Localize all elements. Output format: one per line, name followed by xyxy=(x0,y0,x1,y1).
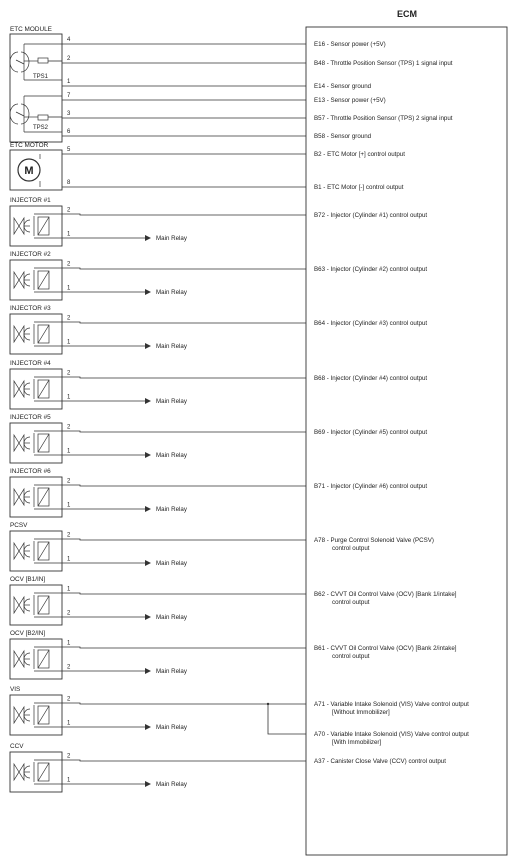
upper-pin-number: 2 xyxy=(67,478,71,485)
solenoid-title: OCV [B1/IN] xyxy=(10,576,46,583)
ecm-pin-dash: - xyxy=(325,645,331,653)
etc-pin-number: 4 xyxy=(67,37,71,43)
lower-pin-number: 1 xyxy=(67,502,71,509)
ecm-wire xyxy=(62,214,306,215)
ecm-pin-dash: - xyxy=(325,266,331,274)
solenoid-title: VIS xyxy=(10,686,21,693)
ecm-pin-b64 xyxy=(314,320,427,327)
ecm-pin-code: B72 xyxy=(314,212,326,220)
etc-pin-number: 6 xyxy=(67,129,71,135)
ecm-pin-b71 xyxy=(314,483,427,490)
ecm-pin-b72 xyxy=(314,212,427,219)
solenoid-box xyxy=(10,695,62,735)
ecm-pin-label-line2: [With Immobilizer] xyxy=(332,738,382,746)
ecm-pin-code: B63 xyxy=(314,266,326,274)
ecm-pin-dash: - xyxy=(325,115,331,123)
solenoid-box xyxy=(10,639,62,679)
lower-pin-number: 2 xyxy=(67,664,71,671)
ecm-pin-b57 xyxy=(314,115,453,122)
ecm-pin-b58 xyxy=(314,133,372,140)
upper-pin-number: 2 xyxy=(67,370,71,377)
ecm-pin-code: A71 xyxy=(314,701,326,709)
ecm-pin-dash: - xyxy=(325,133,331,141)
ecm-pin-code: E14 xyxy=(314,83,326,91)
solenoid-title: INJECTOR #4 xyxy=(10,360,51,367)
solenoid-block xyxy=(10,360,306,409)
solenoid-box xyxy=(10,314,62,354)
ecm-pin-dash: - xyxy=(321,184,328,192)
lower-pin-number: 2 xyxy=(67,610,71,617)
ecm-pin-b1 xyxy=(314,184,404,191)
solenoid-block xyxy=(10,743,306,792)
solenoid-title: CCV xyxy=(10,743,24,750)
ecm-pin-code: E13 xyxy=(314,97,326,105)
ecm-wire xyxy=(62,431,306,432)
ecm-pin-dash: - xyxy=(325,537,331,545)
solenoid-title: PCSV xyxy=(10,522,28,529)
solenoid-box xyxy=(10,369,62,409)
solenoid-block xyxy=(10,251,306,300)
ecm-pin-dash: - xyxy=(325,83,331,91)
ecm-pin-code: B68 xyxy=(314,375,326,383)
ecm-pin-label: Throttle Position Sensor (TPS) 2 signal input xyxy=(330,115,453,123)
ecm-pin-label: CVVT Oil Control Valve (OCV) [Bank 1/intake] xyxy=(330,591,457,599)
ecm-pin-a71 xyxy=(314,701,469,708)
ecm-wire xyxy=(62,647,306,648)
solenoid-box xyxy=(10,206,62,246)
solenoid-box xyxy=(10,260,62,300)
upper-pin-number: 2 xyxy=(67,261,71,268)
ecm-wire xyxy=(62,377,306,378)
ecm-pin-a78 xyxy=(314,537,434,544)
etc-pin-number: 8 xyxy=(67,180,71,186)
ecm-pin-dash: - xyxy=(325,375,331,383)
ecm-pin-dash: - xyxy=(325,483,331,491)
ecm-pin-code: B48 xyxy=(314,60,326,68)
ecm-pin-code: A70 xyxy=(314,731,326,739)
etc-pin-number: 3 xyxy=(67,111,71,117)
solenoid-box xyxy=(10,585,62,625)
solenoid-box xyxy=(10,423,62,463)
ecm-pin-label: Sensor power (+5V) xyxy=(330,41,386,49)
upper-pin-number: 1 xyxy=(67,586,71,593)
ecm-pin-label: Injector (Cylinder #4) control output xyxy=(330,375,428,383)
ecm-pin-label: Variable Intake Solenoid (VIS) Valve control output xyxy=(330,701,469,709)
solenoid-title: OCV [B2/IN] xyxy=(10,630,46,637)
upper-pin-number: 2 xyxy=(67,315,71,322)
solenoid-title: INJECTOR #5 xyxy=(10,414,51,421)
lower-pin-number: 1 xyxy=(67,448,71,455)
solenoid-block xyxy=(10,414,306,463)
solenoid-block xyxy=(10,576,306,625)
ecm-pin-label-line2: control output xyxy=(332,598,370,606)
solenoid-box xyxy=(10,752,62,792)
ecm-wire xyxy=(62,539,306,540)
ecm-wire xyxy=(62,268,306,269)
main-relay-label: Main Relay xyxy=(156,343,187,351)
lower-pin-number: 1 xyxy=(67,285,71,292)
ecm-pin-dash: - xyxy=(325,731,331,739)
solenoid-block xyxy=(10,522,306,571)
ecm-pin-dash: - xyxy=(321,151,328,159)
ecm-pin-e16 xyxy=(314,41,386,48)
ecm-pin-b68 xyxy=(314,375,427,382)
ecm-pin-code: E16 xyxy=(314,41,326,49)
ecm-pin-label-line2: [Without Immobilizer] xyxy=(332,708,390,716)
ecm-pin-label: Sensor power (+5V) xyxy=(330,97,386,105)
main-relay-label: Main Relay xyxy=(156,668,187,676)
ecm-wire xyxy=(62,703,306,704)
ecm-pin-code: B71 xyxy=(314,483,326,491)
ecm-pin-dash: - xyxy=(325,701,331,709)
ecm-pin-e14 xyxy=(314,83,372,90)
ecm-pin-label: Injector (Cylinder #5) control output xyxy=(330,429,428,437)
ecm-pin-code: B61 xyxy=(314,645,326,653)
ecm-pin-b48 xyxy=(314,60,453,67)
ecm-wire xyxy=(62,593,306,594)
ecm-pin-label: ETC Motor [-] control output xyxy=(327,184,404,192)
ecm-wire xyxy=(62,485,306,486)
lower-pin-number: 1 xyxy=(67,339,71,346)
ecm-pin-b62 xyxy=(314,591,457,598)
main-relay-label: Main Relay xyxy=(156,614,187,622)
ecm-pin-code: B1 xyxy=(314,184,322,192)
ecm-pin-label: Variable Intake Solenoid (VIS) Valve control output xyxy=(330,731,469,739)
ecm-pin-dash: - xyxy=(325,591,331,599)
solenoid-block xyxy=(10,468,306,517)
ecm-pin-label: ETC Motor [+] control output xyxy=(327,151,405,159)
solenoid-title: INJECTOR #3 xyxy=(10,305,51,312)
etc-pin-number: 2 xyxy=(67,56,71,62)
lower-pin-number: 1 xyxy=(67,777,71,784)
solenoid-title: INJECTOR #1 xyxy=(10,197,51,204)
lower-pin-number: 1 xyxy=(67,394,71,401)
ecm-pin-b63 xyxy=(314,266,427,273)
solenoid-box xyxy=(10,531,62,571)
etc-pin-number: 7 xyxy=(67,93,71,99)
lower-pin-number: 1 xyxy=(67,556,71,563)
ecm-pin-dash: - xyxy=(325,97,331,105)
ecm-pin-code: B57 xyxy=(314,115,326,123)
ecm-pin-label: Purge Control Solenoid Valve (PCSV) xyxy=(330,537,434,545)
main-relay-label: Main Relay xyxy=(156,398,187,406)
ecm-wire xyxy=(62,760,306,761)
ecm-pin-b2 xyxy=(314,151,405,158)
upper-pin-number: 2 xyxy=(67,532,71,539)
motor-symbol: M xyxy=(24,165,34,177)
etc-pin-number: 1 xyxy=(67,79,71,85)
ecm-pin-code: B64 xyxy=(314,320,326,328)
ecm-pin-dash: - xyxy=(325,41,331,49)
solenoid-block xyxy=(10,630,306,679)
ecm-pin-code: B69 xyxy=(314,429,326,437)
ecm-pin-label: Sensor ground xyxy=(330,133,372,141)
ecm-pin-label: Throttle Position Sensor (TPS) 1 signal input xyxy=(330,60,453,68)
tps2-label: TPS2 xyxy=(33,125,49,131)
main-relay-label: Main Relay xyxy=(156,506,187,514)
ecm-pin-label-line2: control output xyxy=(332,652,370,660)
ecm-pin-a37 xyxy=(314,758,446,765)
upper-pin-number: 2 xyxy=(67,207,71,214)
ecm-pin-code: A78 xyxy=(314,537,326,545)
etc-wire-group xyxy=(24,37,306,187)
ecm-pin-dash: - xyxy=(325,60,331,68)
motor-icon xyxy=(18,159,40,181)
etc-pin-number: 5 xyxy=(67,147,71,153)
tps1-label: TPS1 xyxy=(33,74,49,80)
lower-pin-number: 1 xyxy=(67,720,71,727)
upper-pin-number: 2 xyxy=(67,696,71,703)
ecm-pin-code: B62 xyxy=(314,591,326,599)
lower-pin-number: 1 xyxy=(67,231,71,238)
ecm-pin-dash: - xyxy=(325,212,331,220)
solenoid-title: INJECTOR #6 xyxy=(10,468,51,475)
ecm-pin-label-line2: control output xyxy=(332,544,370,552)
solenoid-title: INJECTOR #2 xyxy=(10,251,51,258)
upper-pin-number: 2 xyxy=(67,424,71,431)
ecm-pin-label: CVVT Oil Control Valve (OCV) [Bank 2/intake] xyxy=(330,645,457,653)
ecm-pin-code: A37 xyxy=(314,758,326,766)
vis-branch-wire xyxy=(268,704,306,734)
ecm-wire xyxy=(62,322,306,323)
solenoid-box xyxy=(10,477,62,517)
main-relay-label: Main Relay xyxy=(156,724,187,732)
solenoid-block xyxy=(10,686,306,735)
ecm-pin-label: Injector (Cylinder #6) control output xyxy=(330,483,428,491)
ecm-pin-code: B58 xyxy=(314,133,326,141)
ecm-pin-label: Canister Close Valve (CCV) control output xyxy=(330,758,446,766)
ecm-title: ECM xyxy=(397,9,417,19)
ecm-pin-a70 xyxy=(314,731,469,738)
etc-motor-title: ETC MOTOR xyxy=(10,142,49,149)
solenoid-list xyxy=(10,197,306,792)
upper-pin-number: 1 xyxy=(67,640,71,647)
solenoid-block xyxy=(10,197,306,246)
ecm-pin-dash: - xyxy=(325,320,331,328)
main-relay-label: Main Relay xyxy=(156,235,187,243)
etc-module-title: ETC MODULE xyxy=(10,26,52,33)
ecm-pin-dash: - xyxy=(325,429,331,437)
ecm-pin-label: Injector (Cylinder #2) control output xyxy=(330,266,428,274)
ecm-pin-code: B2 xyxy=(314,151,322,159)
ecm-pin-label: Sensor ground xyxy=(330,83,372,91)
main-relay-label: Main Relay xyxy=(156,560,187,568)
solenoid-block xyxy=(10,305,306,354)
ecm-pin-label: Injector (Cylinder #1) control output xyxy=(330,212,428,220)
main-relay-label: Main Relay xyxy=(156,781,187,789)
ecm-pin-b69 xyxy=(314,429,427,436)
ecm-pin-e13 xyxy=(314,97,386,104)
main-relay-label: Main Relay xyxy=(156,289,187,297)
ecm-pin-b61 xyxy=(314,645,457,652)
ecm-pin-label: Injector (Cylinder #3) control output xyxy=(330,320,428,328)
main-relay-label: Main Relay xyxy=(156,452,187,460)
upper-pin-number: 2 xyxy=(67,753,71,760)
ecm-pin-dash: - xyxy=(325,758,331,766)
